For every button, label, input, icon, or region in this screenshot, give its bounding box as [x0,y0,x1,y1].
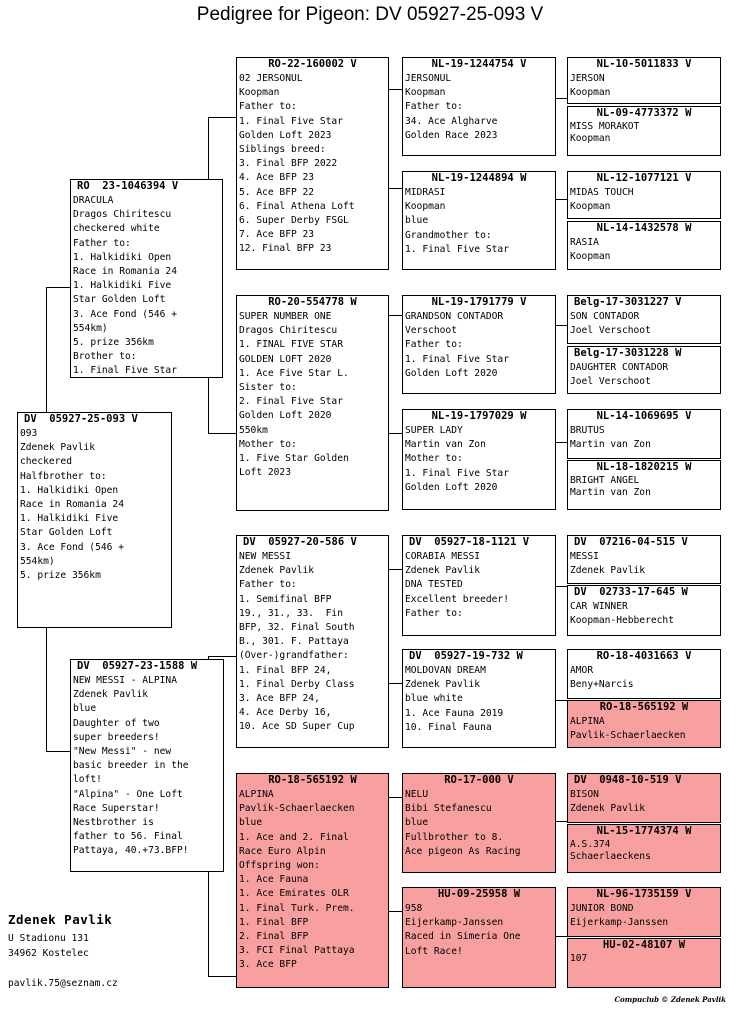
info-line: Star Golden Loft [73,294,166,306]
info-line: AMOR [570,665,594,676]
info-line: 19., 31., 33. Fin [239,607,343,619]
info-line: Koopman [405,87,446,99]
info-line: Eijerkamp-Janssen [570,917,669,929]
connector-line [46,628,47,752]
great-grandparent-card[interactable] [402,773,556,873]
info-line: NEW MESSI - ALPINA [73,675,177,686]
connector-line [555,586,567,587]
ring-number: Belg-17-3031228 W [574,347,682,359]
info-line: Father to: [405,101,463,113]
info-line: MIDAS TOUCH [570,187,634,198]
info-line: 554km) [73,322,108,334]
info-line: 4. Ace BFP 23 [239,172,315,184]
connector-line [208,656,236,657]
info-line: Dragos Chiritescu [73,209,172,221]
info-line: blue [239,817,263,829]
info-line: Verschoot [405,325,457,337]
breeder-info [8,912,118,992]
great-grandparent-card[interactable] [402,409,556,510]
info-line: basic breeder in the [73,760,189,772]
info-line: 554km) [20,555,55,567]
ring-number: NL-14-1432578 W [596,222,692,234]
connector-line [388,315,402,316]
connector-line [555,936,567,937]
info-line: JERSONUL [405,73,452,84]
info-line: Koopman [239,87,280,99]
info-line: MIDRASI [405,187,446,198]
info-line: Daughter of two [73,717,160,729]
info-line: 3. Final BFP 2022 [239,158,338,170]
info-line: 1. Final Five Star [73,365,177,377]
info-line: 3. Ace Fond (546 + [20,541,124,553]
info-line: Father to: [405,607,463,619]
info-line: 3. Ace Fond (546 + [73,308,177,320]
info-line: 4. Ace Derby 16, [239,707,332,719]
info-line: 5. Ace BFP 22 [239,186,315,198]
info-line: 6. Final Athena Loft [239,200,355,212]
info-line: NELU [405,789,429,800]
info-line: 1. Ace Five Star L. [239,367,349,379]
info-line: Koopman-Hebberecht [570,615,674,627]
ring-number: NL-09-4773372 W [596,107,692,119]
info-line: 6. Super Derby FSGL [239,215,349,227]
ring-number: Belg-17-3031227 V [574,296,682,308]
info-line: 1. Ace Fauna 2019 [405,707,504,719]
info-line: Martin van Zon [405,439,486,451]
connector-line [388,89,402,90]
ring-number: DV 07216-04-515 V [574,536,688,548]
info-line: blue [405,817,429,829]
info-line: 5. prize 356km [20,570,101,582]
info-line: Dragos Chiritescu [239,325,338,337]
info-line: loft! [73,774,102,786]
great-grandparent-card[interactable] [402,171,556,270]
info-line: 1. Halkidiki Five [73,280,172,292]
info-line: GRANDSON CONTADOR [405,311,504,322]
info-line: Pavlik-Schaerlaecken [239,803,355,815]
ancestor-card[interactable] [567,460,721,510]
info-line: Offspring won: [239,860,320,872]
info-line: BRIGHT ANGEL [570,475,640,486]
info-line: Zdenek Pavlik [73,689,149,701]
info-line: Father to: [239,579,297,591]
info-line: CORABIA MESSI [405,551,481,562]
info-line: Halfbrother to: [20,470,107,482]
info-line: Race Euro Alpin [239,845,326,857]
ancestor-card[interactable] [567,824,721,873]
connector-line [388,433,402,434]
ring-number: DV 0948-10-519 V [574,774,682,786]
connector-line [208,871,209,977]
info-line: 1. Final Derby Class [239,678,355,690]
info-line: 958 [405,903,423,914]
info-line: CAR WINNER [570,601,628,612]
ring-number: HU-02-48107 W [602,939,686,951]
info-line: 1. Final Turk. Prem. [239,902,355,914]
info-line: 1. Final Five Star [405,353,509,365]
connector-line [208,377,209,434]
ring-number: RO-20-554778 W [268,296,357,308]
info-line: Eijerkamp-Janssen [405,917,504,929]
info-line: Joel Verschoot [570,325,651,337]
info-line: 34. Ace Algharve [405,115,498,127]
ring-number: NL-12-1077121 V [596,172,692,184]
info-line: Golden Loft 2020 [405,367,498,379]
ancestor-card[interactable] [567,409,721,459]
info-line: 107 [570,953,588,964]
info-line: 093 [20,428,38,439]
info-line: Koopman [405,201,446,213]
info-line: Father to: [239,101,297,113]
info-line: 1. Halkidiki Open [20,484,119,496]
info-line: 5. prize 356km [73,337,154,349]
info-line: DRACULA [73,195,114,206]
ancestor-card[interactable] [567,585,721,636]
connector-line [388,797,402,798]
info-line: ALPINA [570,716,605,727]
father-card[interactable] [70,179,223,378]
ancestor-card[interactable] [567,171,721,219]
info-line: 1. Five Star Golden [239,453,349,465]
breeder-city: 34962 Kostelec [8,947,89,959]
connector-line [555,325,567,326]
info-line: 550km [239,424,268,436]
ring-number: HU-09-25958 W [437,888,521,900]
connector-line [208,976,236,977]
info-line: Father to: [405,339,463,351]
info-line: Race in Romania 24 [73,266,177,278]
info-line: Golden Race 2023 [405,129,498,141]
info-line: Ace pigeon As Racing [405,845,521,857]
maternal-grandfather-card[interactable] [236,535,389,748]
info-line: 3. Ace BFP 24, [239,693,320,705]
info-line: 12. Final BFP 23 [239,243,332,255]
connector-line [208,433,236,434]
info-line: Star Golden Loft [20,527,113,539]
info-line: Zdenek Pavlik [570,565,646,577]
info-line: 1. Ace Fauna [239,874,309,886]
info-line: 3. Ace BFP [239,959,297,971]
info-line: 1. Ace and 2. Final [239,831,349,843]
ring-number: DV 05927-23-1588 W [77,660,198,672]
info-line: 1. Halkidiki Five [20,513,119,525]
info-line: Zdenek Pavlik [405,565,481,577]
maternal-grandmother-card[interactable] [236,773,389,988]
info-line: Koopman [570,87,611,99]
info-line: 1. Final BFP 24, [239,664,332,676]
breeder-street: U Stadionu 131 [8,933,89,944]
connector-line [46,751,70,752]
info-line: Excellent breeder! [405,593,509,605]
ancestor-card[interactable] [567,346,721,394]
info-line: Koopman [570,133,611,144]
info-line: Raced in Simeria One [405,931,521,943]
ring-number: NL-19-1791779 V [431,296,527,308]
info-line: Zdenek Pavlik [239,565,315,577]
footer-credit: Compuclub © Zdenek Pavlik [614,995,726,1004]
info-line: 3. FCI Final Pattaya [239,945,355,957]
mother-card[interactable] [70,659,224,872]
connector-line [46,287,47,413]
ancestor-card[interactable] [567,938,721,988]
connector-line [388,569,402,570]
great-grandparent-card[interactable] [402,57,556,156]
info-line: Siblings breed: [239,144,326,156]
info-line: 1. Halkidiki Open [73,251,172,263]
connector-line [46,287,70,288]
info-line: Mother to: [239,438,297,450]
ancestor-card[interactable] [567,773,721,823]
great-grandparent-card[interactable] [402,295,556,394]
ring-number: DV 05927-18-1121 V [409,536,530,548]
info-line: Koopman [570,251,611,263]
info-line: Zdenek Pavlik [20,442,96,454]
connector-line [555,98,567,99]
ring-number: NL-15-1774374 W [596,825,692,837]
info-line: blue white [405,693,463,705]
info-line: 1. Final Five Star [405,467,509,479]
paternal-grandfather-card[interactable] [236,57,389,270]
connector-line [388,683,402,684]
info-line: Mother to: [405,453,463,465]
info-line: 1. FINAL FIVE STAR [239,339,343,351]
great-grandparent-card[interactable] [402,887,556,988]
info-line: "Alpina" - One Loft [73,788,183,800]
paternal-grandmother-card[interactable] [236,295,389,511]
connector-line [208,117,236,118]
info-line: 10. Ace SD Super Cup [239,721,355,733]
info-line: BISON [570,789,599,800]
info-line: 10. Final Fauna [405,721,492,733]
page-title: Pedigree for Pigeon: DV 05927-25-093 V [196,4,544,25]
info-line: BRUTUS [570,425,605,436]
info-line: Race Superstar! [73,802,160,814]
ring-number: NL-19-1797029 W [431,410,527,422]
info-line: Martin van Zon [570,487,651,498]
info-line: (Over-)grandfather: [239,650,349,662]
info-line: Pattaya, 40.+73.BFP! [73,845,189,857]
info-line: Brother to: [73,351,137,363]
breeder-email[interactable]: pavlik.75@seznam.cz [8,978,118,989]
info-line: DNA TESTED [405,579,463,591]
info-line: DAUGHTER CONTADOR [570,362,669,373]
info-line: SON CONTADOR [570,311,640,322]
ring-number: NL-14-1069695 V [596,410,692,422]
info-line: JUNIOR BOND [570,903,634,914]
info-line: 02 JERSONUL [239,73,303,84]
info-line: ALPINA [239,789,274,800]
info-line: Schaerlaeckens [570,851,651,862]
ring-number: DV 05927-19-732 W [409,650,523,662]
great-grandparent-card[interactable] [402,649,556,748]
ring-number: RO-18-565192 W [268,774,357,786]
ring-number: DV 02733-17-645 W [574,586,688,598]
info-line: Loft Race! [405,945,463,957]
info-line: A.S.374 [570,839,611,850]
info-line: SUPER LADY [405,425,463,436]
ring-number: NL-18-1820215 W [596,461,692,473]
breeder-name: Zdenek Pavlik [8,912,113,927]
info-line: checkered [20,456,72,468]
info-line: Sister to: [239,382,297,394]
info-line: GOLDEN LOFT 2020 [239,353,332,365]
subject-pigeon-card[interactable] [17,412,172,628]
info-line: Bibi Stefanescu [405,803,492,815]
connector-line [555,442,567,443]
ring-number: RO-22-160002 V [268,58,357,70]
info-line: 2. Final BFP [239,931,309,943]
info-line: Golden Loft 2023 [239,129,332,141]
info-line: Father to: [73,237,131,249]
connector-line [208,117,209,180]
info-line: BFP, 32. Final South [239,622,355,634]
info-line: Loft 2023 [239,467,291,479]
info-line: Fullbrother to 8. [405,831,504,843]
ring-number: DV 05927-25-093 V [24,413,138,425]
info-line: checkered white [73,223,160,235]
info-line: Golden Loft 2020 [239,410,332,422]
info-line: 1. Ace Emirates OLR [239,888,349,900]
ancestor-card[interactable] [567,535,721,584]
info-line: B., 301. F. Pattaya [239,636,349,648]
ring-number: RO 23-1046394 V [77,180,179,192]
connector-line [388,188,402,189]
ring-number: DV 05927-20-586 V [243,536,357,548]
info-line: 1. Final BFP [239,916,309,928]
info-line: Zdenek Pavlik [570,803,646,815]
info-line: blue [73,703,97,715]
ancestor-card[interactable] [567,57,721,104]
ring-number: NL-19-1244754 V [431,58,527,70]
info-line: 2. Final Five Star [239,396,343,408]
connector-line [555,700,567,701]
info-line: 7. Ace BFP 23 [239,229,315,241]
info-line: "New Messi" - new [73,746,172,758]
info-line: 1. Final Five Star [239,115,343,127]
info-line: Koopman [570,201,611,213]
ancestor-card[interactable] [567,649,721,699]
info-line: JERSON [570,73,605,84]
ancestor-card[interactable] [567,887,721,937]
info-line: super breeders! [73,731,160,743]
info-line: MOLDOVAN DREAM [405,665,486,676]
info-line: Pavlik-Schaerlaecken [570,730,686,742]
info-line: Grandmother to: [405,229,492,241]
info-line: SUPER NUMBER ONE [239,311,332,322]
info-line: Golden Loft 2020 [405,481,498,493]
connector-line [555,199,567,200]
info-line: Joel Verschoot [570,376,651,388]
info-line: 1. Semifinal BFP [239,593,332,605]
connector-line [555,821,567,822]
great-grandparent-card[interactable] [402,535,556,636]
info-line: NEW MESSI [239,551,291,562]
info-line: MISS MORAKOT [570,121,640,132]
ring-number: RO-17-000 V [444,774,514,786]
ring-number: RO-18-565192 W [599,701,689,713]
ring-number: NL-10-5011833 V [596,58,692,70]
info-line: father to 56. Final [73,831,183,843]
info-line: 1. Final Five Star [405,243,509,255]
connector-line [388,911,402,912]
info-line: Nestbrother is [73,817,154,829]
info-line: RASIA [570,237,599,248]
ancestor-card[interactable] [567,106,721,156]
info-line: Zdenek Pavlik [405,679,481,691]
info-line: MESSI [570,551,599,562]
info-line: Beny+Narcis [570,679,634,691]
ancestor-card[interactable] [567,221,721,270]
info-line: Martin van Zon [570,439,651,451]
ancestor-card[interactable] [567,700,721,748]
ring-number: RO-18-4031663 V [596,650,692,662]
info-line: blue [405,215,429,227]
info-line: Race in Romania 24 [20,499,124,511]
ring-number: NL-96-1735159 V [596,888,692,900]
ancestor-card[interactable] [567,295,721,344]
ring-number: NL-19-1244894 W [431,172,527,184]
